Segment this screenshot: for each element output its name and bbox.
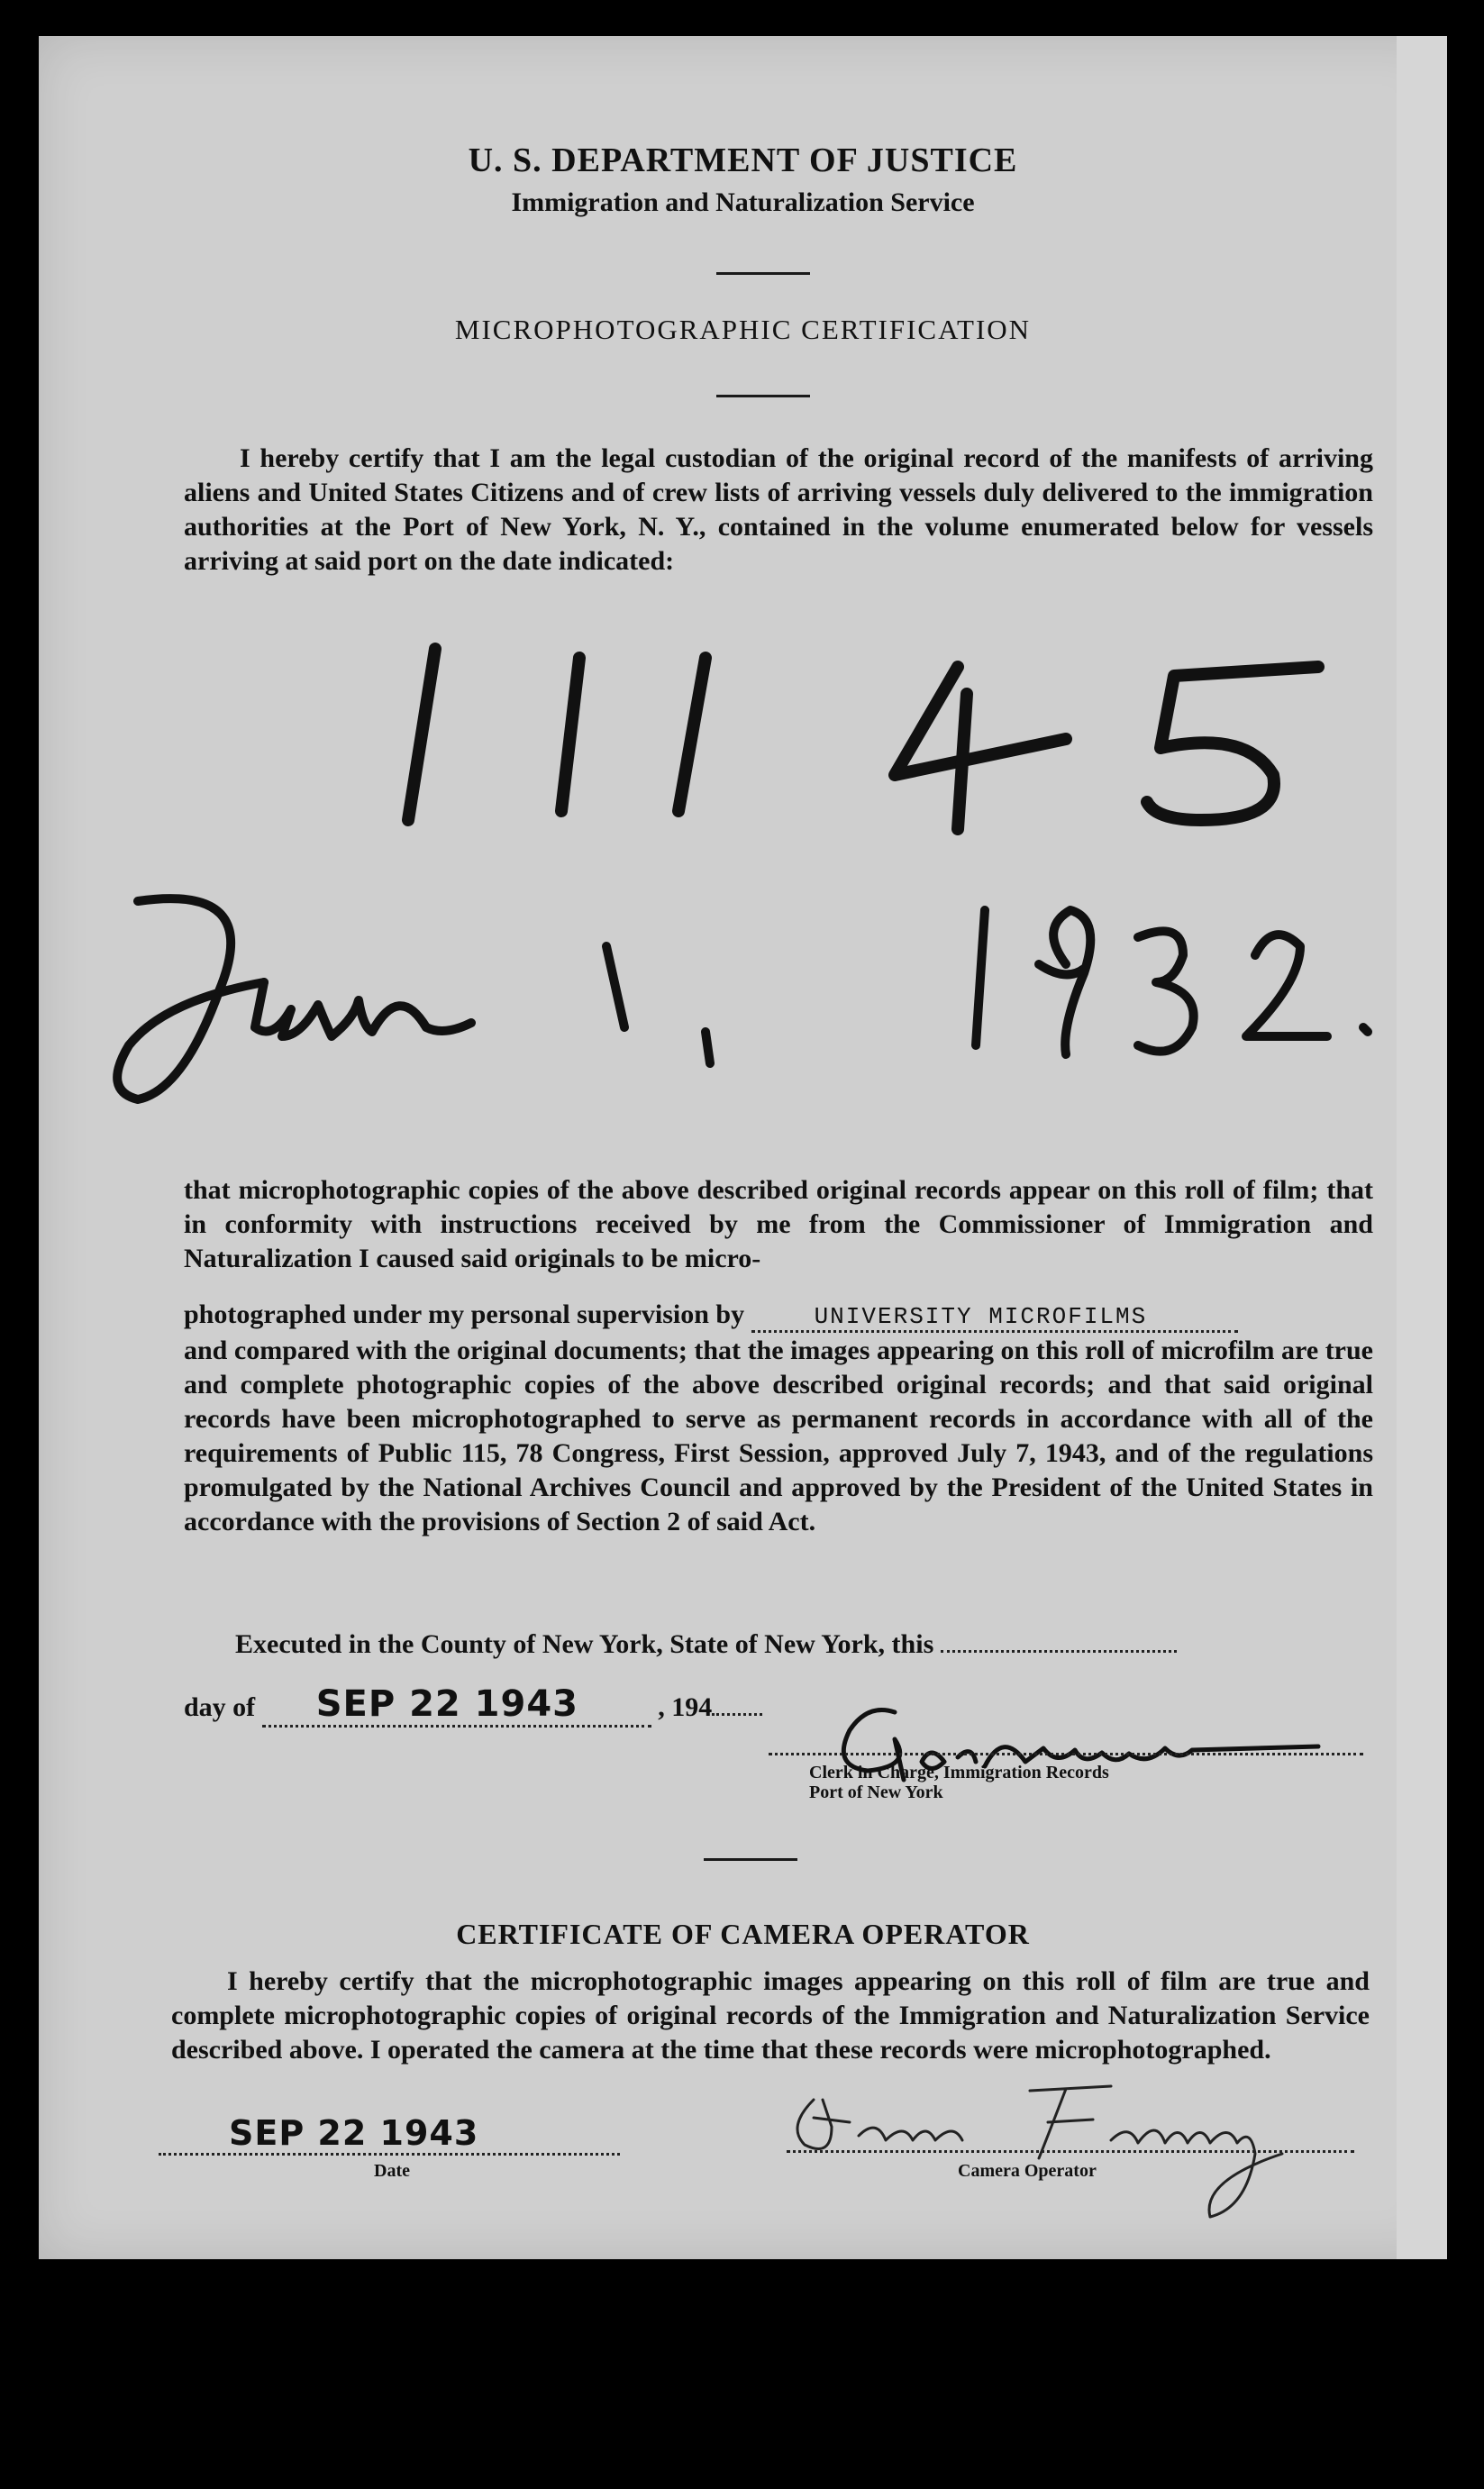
service-subheading: Immigration and Naturalization Service <box>511 187 975 217</box>
handwritten-volume-number <box>336 595 1363 847</box>
divider <box>704 1858 797 1861</box>
date-label: Date <box>374 2161 410 2181</box>
camera-operator-signature <box>778 2073 1354 2226</box>
supervisor-field <box>751 1299 1238 1333</box>
camera-operator-label: Camera Operator <box>958 2161 1097 2181</box>
camera-date-stamp: SEP 22 1943 <box>229 2113 479 2153</box>
conformity-text: that microphotographic copies of the above described original records appear on this roll of film; that in conformity with instructions received by me from the Commissioner of Immigration and Naturalization I caused said originals to be micro- <box>184 1175 1373 1273</box>
camera-operator-title: CERTIFICATE OF CAMERA OPERATOR <box>456 1918 1030 1950</box>
executed-day-field <box>941 1650 1177 1653</box>
executed-label: Executed in the County of New York, State of New York, this <box>235 1629 934 1659</box>
certification-title: MICROPHOTOGRAPHIC CERTIFICATION <box>454 314 1032 345</box>
camera-date-dots <box>159 2113 620 2156</box>
camera-operator-paragraph <box>171 1965 1370 2067</box>
year-prefix: , 194 <box>658 1692 713 1722</box>
clerk-title: Clerk in Charge, Immigration Records <box>809 1763 1109 1782</box>
custodian-paragraph <box>184 442 1373 579</box>
operator-signature-line <box>787 2150 1354 2153</box>
supervision-line <box>184 1299 1238 1333</box>
custodian-text: I hereby certify that I am the legal custodian of the original record of the manifests of arriving aliens and United States Citizens and of crew lists of arriving vessels duly delivered to the immigration authorities at the Port of New York, N. Y., contained in the volume enumerated below for vessels arriving at said port on the date indicated: <box>184 443 1373 576</box>
clerk-port: Port of New York <box>809 1782 943 1802</box>
camera-date-field <box>159 2113 620 2156</box>
clerk-signature-line <box>769 1753 1363 1755</box>
conformity-paragraph <box>184 1173 1373 1276</box>
divider <box>716 272 810 275</box>
executed-line <box>235 1629 1177 1660</box>
department-heading: U. S. DEPARTMENT OF JUSTICE <box>468 141 1018 179</box>
day-of-field <box>262 1683 651 1728</box>
comparison-text: and compared with the original documents; that the images appearing on this roll of microfilm are true and complete photographic copies of the above described original records; and that said original records have been microphotographed to serve as permanent records in accordance with all of the requirements of Public 115, 78 Congress, First Session, approved July 7, 1943, and of the regulations promulgated by the National Archives Council and approved by the President of the United States in accordance with the provisions of Section 2 of said Act. <box>184 1336 1373 1536</box>
supervisor-name: UNIVERSITY MICROFILMS <box>814 1303 1148 1330</box>
comparison-paragraph <box>184 1334 1373 1539</box>
year-field <box>712 1713 762 1716</box>
handwritten-date <box>84 847 1435 1135</box>
camera-operator-text: I hereby certify that the microphotographic images appearing on this roll of film are true and complete microphotographic copies of original records of the Immigration and Naturalization Service described above. I operated the camera at the time that these records were microphotographed. <box>171 1966 1370 2065</box>
divider <box>716 395 810 397</box>
document-sheet <box>39 36 1447 2259</box>
date-stamp: SEP 22 1943 <box>315 1683 578 1725</box>
day-of-label: day of <box>184 1692 256 1722</box>
day-of-line <box>184 1683 762 1728</box>
supervision-label: photographed under my personal supervision by <box>184 1299 745 1329</box>
